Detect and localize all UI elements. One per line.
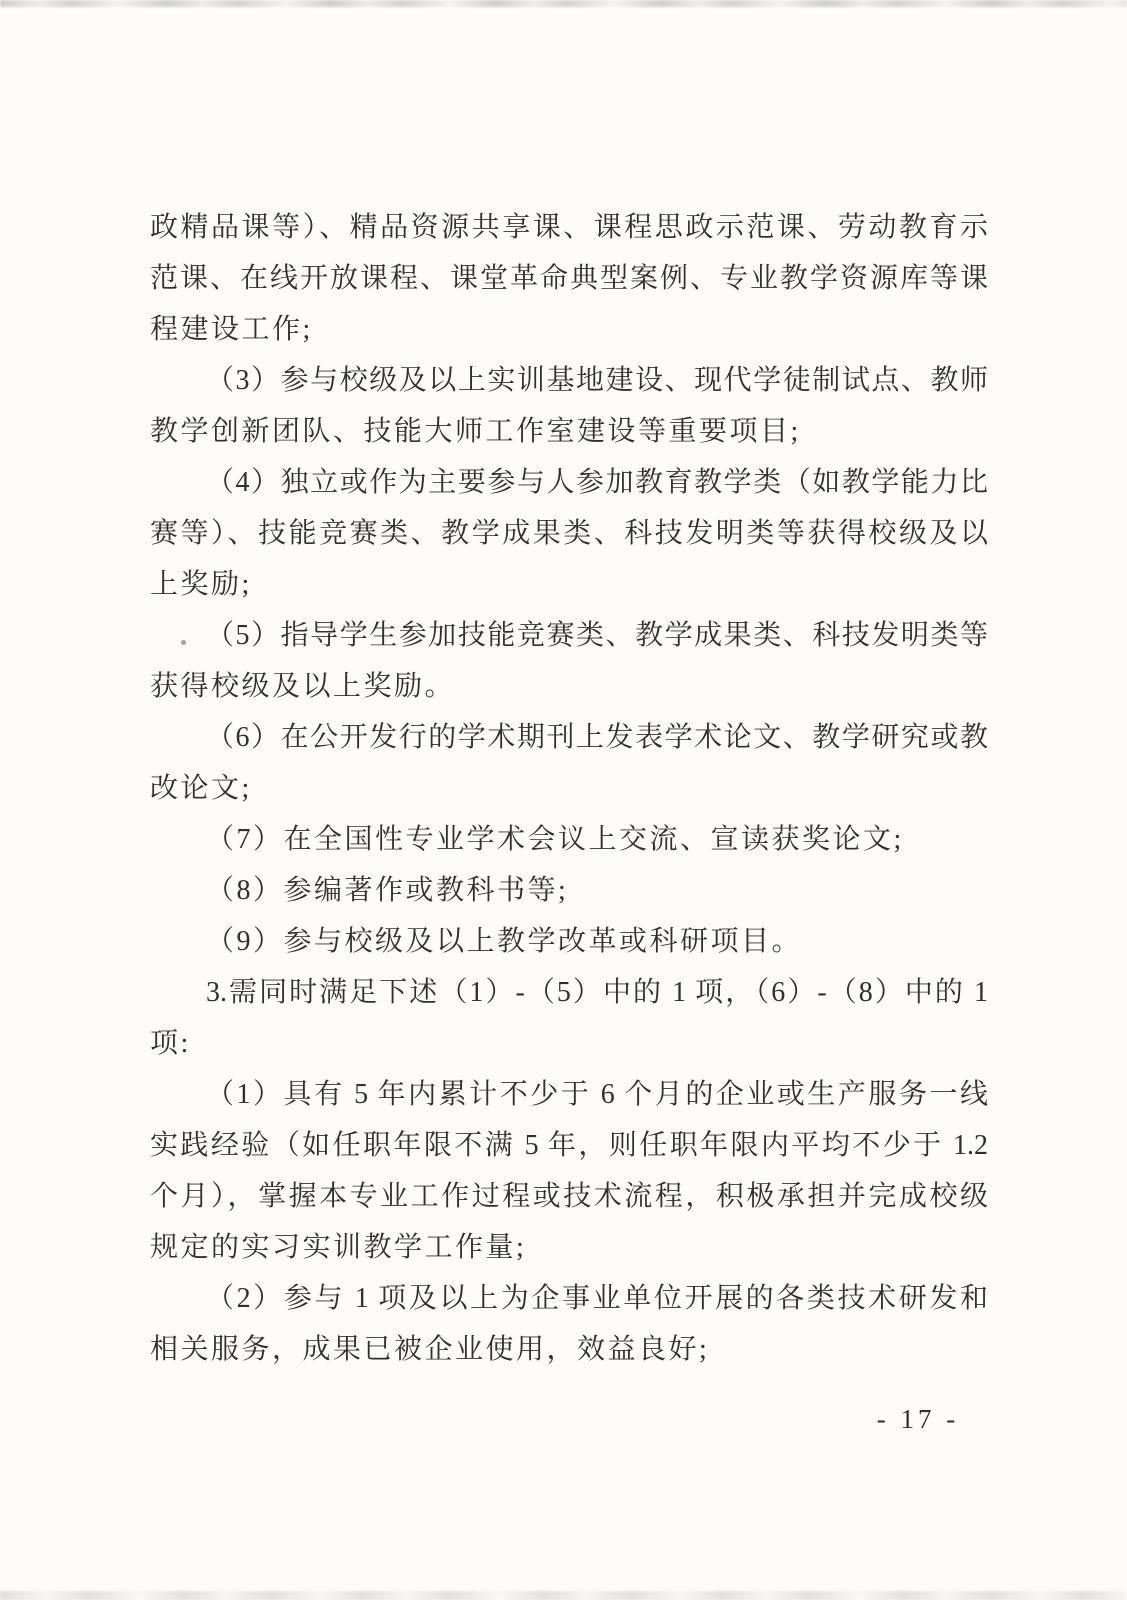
text-line: （8）参编著作或教科书等; — [206, 875, 569, 906]
text-line: 改论文; — [150, 773, 252, 804]
text-line: 范课、在线开放课程、课堂革命典型案例、专业教学资源库等课 — [150, 263, 988, 294]
text-line: 政精品课等）、精品资源共享课、课程思政示范课、劳动教育示 — [150, 212, 988, 243]
text-line: （7）在全国性专业学术会议上交流、宣读获奖论文; — [206, 824, 904, 855]
text-line: （6）在公开发行的学术期刊上发表学术论文、教学研究或教 — [206, 722, 988, 753]
scan-artifact-bottom-edge — [0, 1591, 1127, 1600]
text-line: 程建设工作; — [150, 314, 313, 345]
text-line: 3.需同时满足下述（1）-（5）中的 1 项，（6）-（8）中的 1 — [206, 977, 988, 1008]
text-line: 获得校级及以上奖励。 — [150, 671, 456, 702]
text-line: 个月），掌握本专业工作过程或技术流程，积极承担并完成校级 — [150, 1181, 988, 1212]
text-line: 规定的实习实训教学工作量; — [150, 1232, 527, 1263]
text-line: （9）参与校级及以上教学改革或科研项目。 — [206, 926, 803, 957]
text-line: （2）参与 1 项及以上为企事业单位开展的各类技术研发和 — [206, 1283, 988, 1314]
scan-artifact-top-edge — [0, 0, 1127, 7]
text-line: 实践经验（如任职年限不满 5 年，则任职年限内平均不少于 1.2 — [150, 1130, 988, 1161]
text-line: （3）参与校级及以上实训基地建设、现代学徒制试点、教师 — [206, 365, 988, 396]
text-line: （1）具有 5 年内累计不少于 6 个月的企业或生产服务一线 — [206, 1079, 988, 1110]
page-number: - 17 - — [876, 1404, 960, 1434]
text-line: 赛等）、技能竞赛类、教学成果类、科技发明类等获得校级及以 — [150, 518, 988, 549]
text-line: 教学创新团队、技能大师工作室建设等重要项目; — [150, 416, 801, 447]
text-line: 项: — [150, 1028, 191, 1059]
text-line: （5）指导学生参加技能竞赛类、教学成果类、科技发明类等 — [206, 620, 988, 651]
text-line: 上奖励; — [150, 569, 252, 600]
text-line: 相关服务，成果已被企业使用，效益良好; — [150, 1334, 710, 1365]
document-body — [150, 202, 988, 1375]
text-line: （4）独立或作为主要参与人参加教育教学类（如教学能力比 — [206, 467, 988, 498]
